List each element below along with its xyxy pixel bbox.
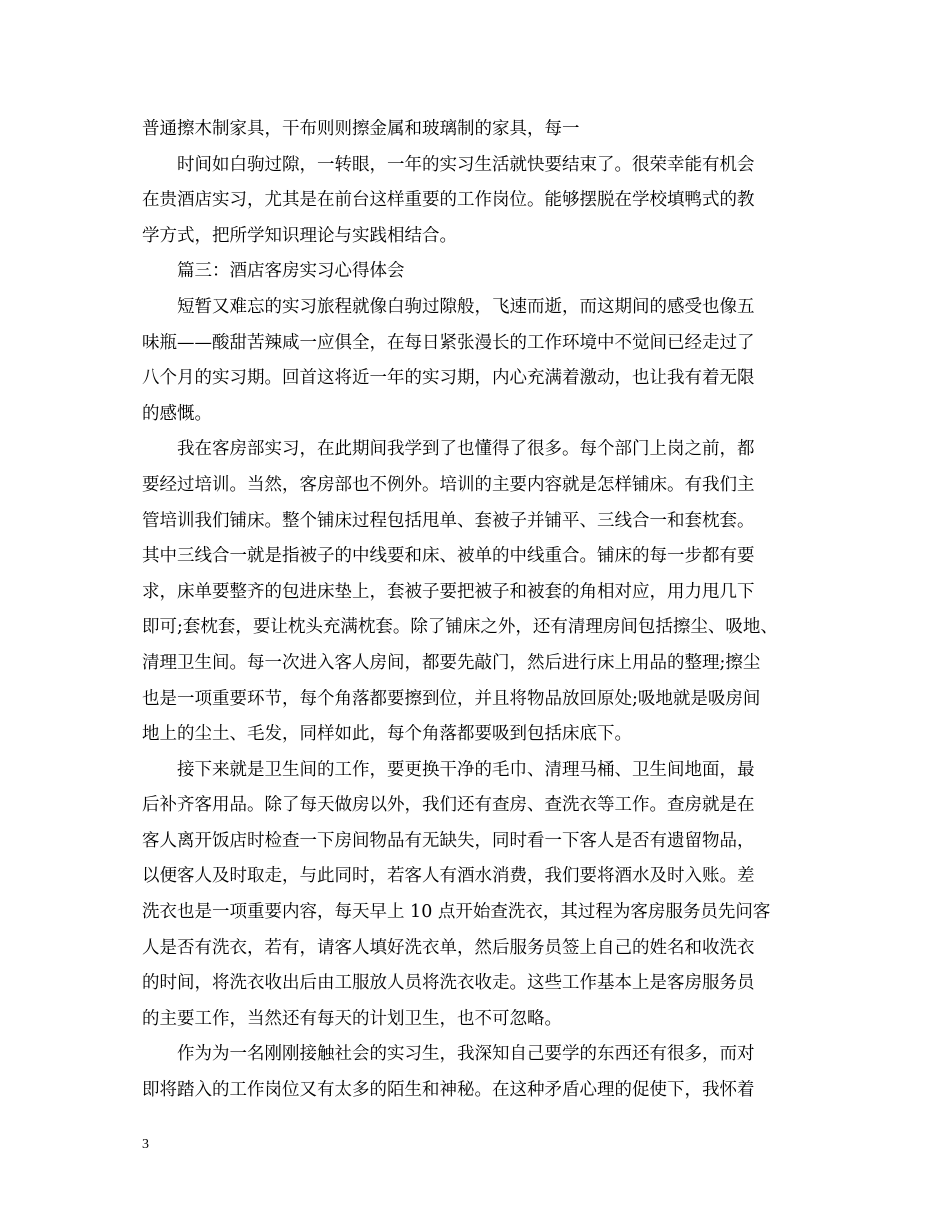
text-line: 后补齐客用品。除了每天做房以外，我们还有查房、查洗衣等工作。查房就是在 [142, 795, 755, 816]
page-number: 3 [142, 1137, 149, 1152]
text-line: 客人离开饭店时检查一下房间物品有无缺失，同时看一下客人是否有遗留物品， [142, 830, 755, 851]
text-line: 学方式，把所学知识理论与实践相结合。 [142, 225, 457, 246]
text-line: 要经过培训。当然，客房部也不例外。培训的主要内容就是怎样铺床。有我们主 [142, 474, 755, 495]
text-line: 作为为一名刚刚接触社会的实习生，我深知自己要学的东西还有很多，而对 [177, 1044, 755, 1065]
text-line: 人是否有洗衣，若有，请客人填好洗衣单，然后服务员签上自己的姓名和收洗衣 [142, 937, 755, 958]
text-line: 篇三：酒店客房实习心得体会 [177, 261, 405, 282]
text-line: 我在客房部实习，在此期间我学到了也懂得了很多。每个部门上岗之前，都 [177, 439, 755, 460]
text-line: 时间如白驹过隙，一转眼，一年的实习生活就快要结束了。很荣幸能有机会 [177, 154, 755, 175]
text-line: 接下来就是卫生间的工作，要更换干净的毛巾、清理马桶、卫生间地面，最 [177, 759, 755, 780]
text-line: 的感慨。 [142, 403, 212, 424]
text-line: 八个月的实习期。回首这将近一年的实习期，内心充满着激动，也让我有着无限 [142, 368, 755, 389]
text-line: 管培训我们铺床。整个铺床过程包括甩单、套被子并铺平、三线合一和套枕套。 [142, 510, 755, 531]
paragraph [142, 112, 810, 148]
text-line: 的时间，将洗衣收出后由工服放人员将洗衣收走。这些工作基本上是客房服务员 [142, 973, 755, 994]
text-line: 在贵酒店实习，尤其是在前台这样重要的工作岗位。能够摆脱在学校填鸭式的教 [142, 190, 755, 211]
text-line: 其中三线合一就是指被子的中线要和床、被单的中线重合。铺床的每一步都有要 [142, 546, 755, 567]
text-line: 地上的尘土、毛发，同样如此，每个角落都要吸到包括床底下。 [142, 724, 632, 745]
paragraph [142, 290, 810, 432]
paragraph [142, 148, 810, 255]
text-line: 也是一项重要环节，每个角落都要擦到位，并且将物品放回原处;吸地就是吸房间 [142, 688, 761, 709]
text-line: 即将踏入的工作岗位又有太多的陌生和神秘。在这种矛盾心理的促使下，我怀着 [142, 1080, 755, 1101]
text-line: 短暂又难忘的实习旅程就像白驹过隙般，飞速而逝，而这期间的感受也像五 [177, 296, 755, 317]
paragraph [142, 1037, 810, 1108]
text-line: 的主要工作，当然还有每天的计划卫生，也不可忽略。 [142, 1008, 562, 1029]
paragraph [142, 432, 810, 752]
text-line: 味瓶——酸甜苦辣咸一应俱全，在每日紧张漫长的工作环境中不觉间已经走过了 [142, 332, 755, 353]
text-line: 求，床单要整齐的包进床垫上，套被子要把被子和被套的角相对应，用力甩几下 [142, 581, 755, 602]
document-body [142, 112, 810, 1109]
text-line: 洗衣也是一项重要内容，每天早上 10 点开始查洗衣，其过程为客房服务员先问客 [142, 902, 771, 923]
paragraph [142, 254, 810, 290]
paragraph [142, 753, 810, 1038]
text-line: 普通擦木制家具，干布则则擦金属和玻璃制的家具，每一 [142, 119, 580, 139]
text-line: 清理卫生间。每一次进入客人房间，都要先敲门，然后进行床上用品的整理;擦尘 [142, 652, 761, 673]
text-line: 即可;套枕套，要让枕头充满枕套。除了铺床之外，还有清理房间包括擦尘、吸地、 [142, 617, 778, 638]
text-line: 以便客人及时取走，与此同时，若客人有酒水消费，我们要将酒水及时入账。差 [142, 866, 755, 887]
